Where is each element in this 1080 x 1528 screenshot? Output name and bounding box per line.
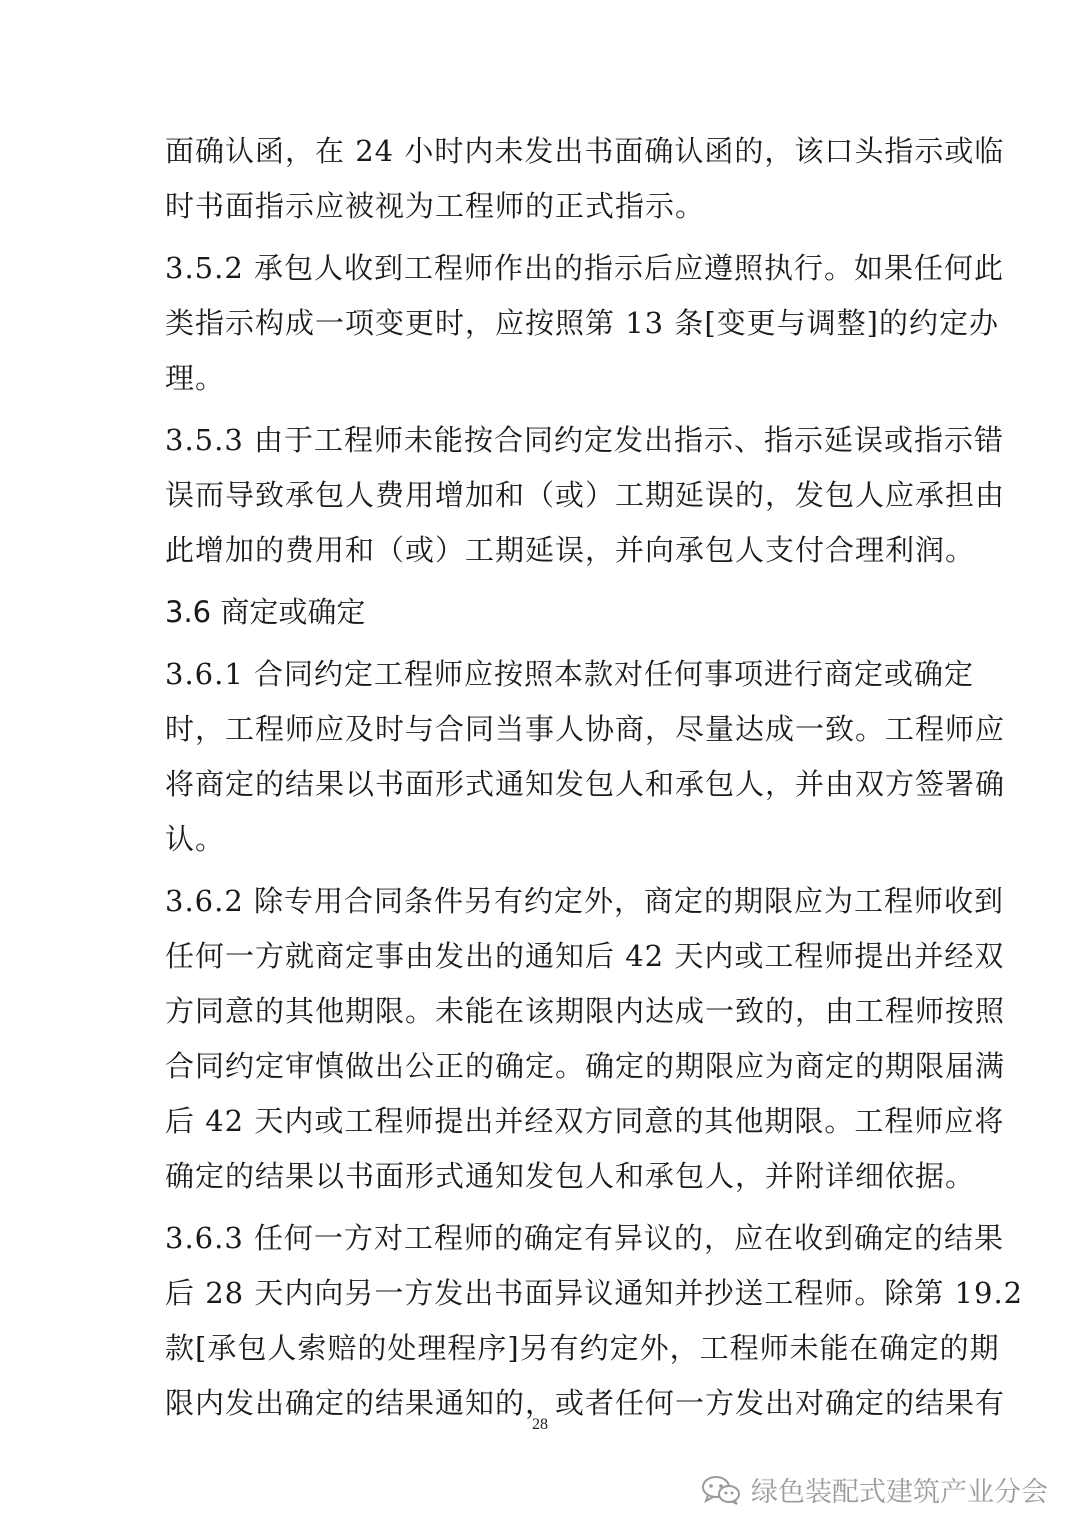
text-line: 款[承包人索赔的处理程序]另有约定外，工程师未能在确定的期	[165, 1331, 1000, 1365]
text-line: 认。	[165, 822, 226, 856]
document-body	[165, 124, 1024, 1438]
text-line: 将商定的结果以书面形式通知发包人和承包人，并由双方签署确	[165, 767, 1006, 801]
text-line: 3.5.2 承包人收到工程师作出的指示后应遵照执行。如果任何此	[165, 251, 1005, 285]
text-line: 3.5.3 由于工程师未能按合同约定发出指示、指示延误或指示错	[165, 423, 1005, 457]
text-line: 3.6.3 任何一方对工程师的确定有异议的，应在收到确定的结果	[165, 1221, 1005, 1255]
paragraph	[165, 124, 1005, 234]
text-line: 类指示构成一项变更时，应按照第 13 条[变更与调整]的约定办	[165, 306, 999, 340]
page-number: 28	[532, 1416, 548, 1433]
paragraph	[165, 1211, 1024, 1431]
text-line: 3.6.1 合同约定工程师应按照本款对任何事项进行商定或确定	[165, 657, 975, 691]
text-line: 方同意的其他期限。未能在该期限内达成一致的，由工程师按照	[165, 994, 1006, 1028]
text-line: 后 42 天内或工程师提出并经双方同意的其他期限。工程师应将	[165, 1104, 1005, 1138]
text-line: 任何一方就商定事由发出的通知后 42 天内或工程师提出并经双	[165, 939, 1005, 973]
watermark	[701, 1470, 1048, 1509]
text-line: 此增加的费用和（或）工期延误，并向承包人支付合理利润。	[165, 533, 976, 567]
paragraph	[165, 874, 1006, 1204]
text-line: 限内发出确定的结果通知的，或者任何一方发出对确定的结果有	[165, 1386, 1006, 1420]
paragraph	[165, 647, 1006, 867]
text-line: 时，工程师应及时与合同当事人协商，尽量达成一致。工程师应	[165, 712, 1006, 746]
text-line: 面确认函，在 24 小时内未发出书面确认函的，该口头指示或临	[165, 134, 1005, 168]
paragraph	[165, 241, 1005, 406]
text-line: 确定的结果以书面形式通知发包人和承包人，并附详细依据。	[165, 1159, 976, 1193]
text-line: 时书面指示应被视为工程师的正式指示。	[165, 189, 706, 223]
text-line: 后 28 天内向另一方发出书面异议通知并抄送工程师。除第 19.2	[165, 1276, 1024, 1310]
text-line: 误而导致承包人费用增加和（或）工期延误的，发包人应承担由	[165, 478, 1006, 512]
watermark-text: 绿色装配式建筑产业分会	[751, 1477, 1048, 1508]
paragraph	[165, 413, 1006, 578]
text-line: 理。	[165, 361, 226, 395]
section-heading: 3.6 商定或确定	[165, 595, 366, 629]
wechat-icon	[701, 1475, 741, 1505]
text-line: 3.6.2 除专用合同条件另有约定外，商定的期限应为工程师收到	[165, 884, 1005, 918]
text-line: 合同约定审慎做出公正的确定。确定的期限应为商定的期限届满	[165, 1049, 1006, 1083]
